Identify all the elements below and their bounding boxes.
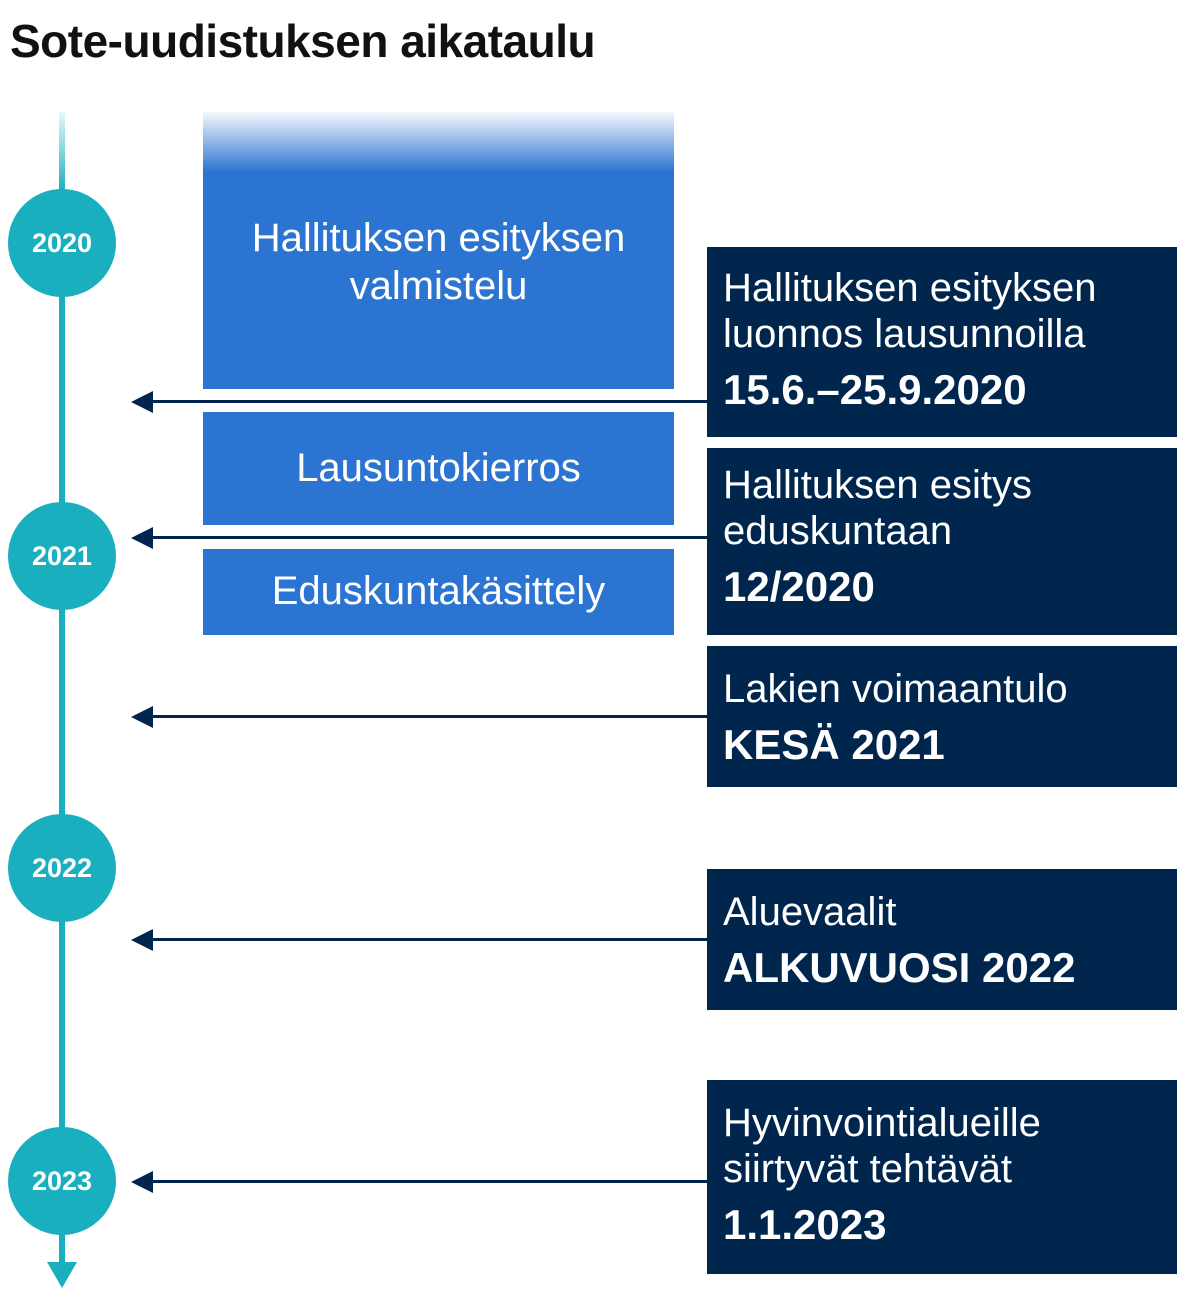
event-label: Hallituksen esitys eduskuntaan — [723, 463, 1033, 553]
page-title: Sote-uudistuksen aikataulu — [10, 15, 596, 67]
arrow-left-icon — [131, 1171, 153, 1193]
event-draft-consultation — [707, 247, 1177, 437]
event-label: Lakien voimaantulo — [723, 667, 1068, 711]
arrow-left-icon — [131, 391, 153, 413]
year-marker-2021: 2021 — [8, 502, 116, 610]
event-date: 15.6.–25.9.2020 — [723, 366, 1027, 413]
event-label: Hyvinvointialueille siirtyvät tehtävät — [723, 1101, 1041, 1191]
connector-line — [148, 536, 708, 539]
connector-line — [148, 715, 708, 718]
connector-line — [148, 938, 708, 941]
timeline-fade — [59, 112, 65, 192]
event-label: Aluevaalit — [723, 890, 897, 934]
phase-consultation: Lausuntokierros — [203, 412, 674, 525]
event-date: ALKUVUOSI 2022 — [723, 944, 1076, 991]
event-regional-elections — [707, 869, 1177, 1010]
arrow-left-icon — [131, 929, 153, 951]
event-date: KESÄ 2021 — [723, 721, 945, 768]
connector-line — [148, 1180, 708, 1183]
arrow-left-icon — [131, 706, 153, 728]
event-laws-in-force — [707, 646, 1177, 787]
year-marker-2022: 2022 — [8, 814, 116, 922]
event-label: Hallituksen esityksen luonnos lausunnoilla — [723, 266, 1097, 356]
event-tasks-transfer — [707, 1080, 1177, 1274]
timeline-arrow-icon — [47, 1262, 77, 1288]
connector-line — [148, 400, 708, 403]
year-marker-2023: 2023 — [8, 1127, 116, 1235]
event-bill-to-parliament — [707, 448, 1177, 635]
phase-parliament: Eduskuntakäsittely — [203, 549, 674, 635]
phase-preparation-fade — [203, 112, 674, 172]
event-date: 12/2020 — [723, 563, 875, 610]
arrow-left-icon — [131, 527, 153, 549]
phase-preparation: Hallituksen esityksen valmistelu — [203, 112, 674, 389]
event-date: 1.1.2023 — [723, 1201, 887, 1248]
year-marker-2020: 2020 — [8, 189, 116, 297]
